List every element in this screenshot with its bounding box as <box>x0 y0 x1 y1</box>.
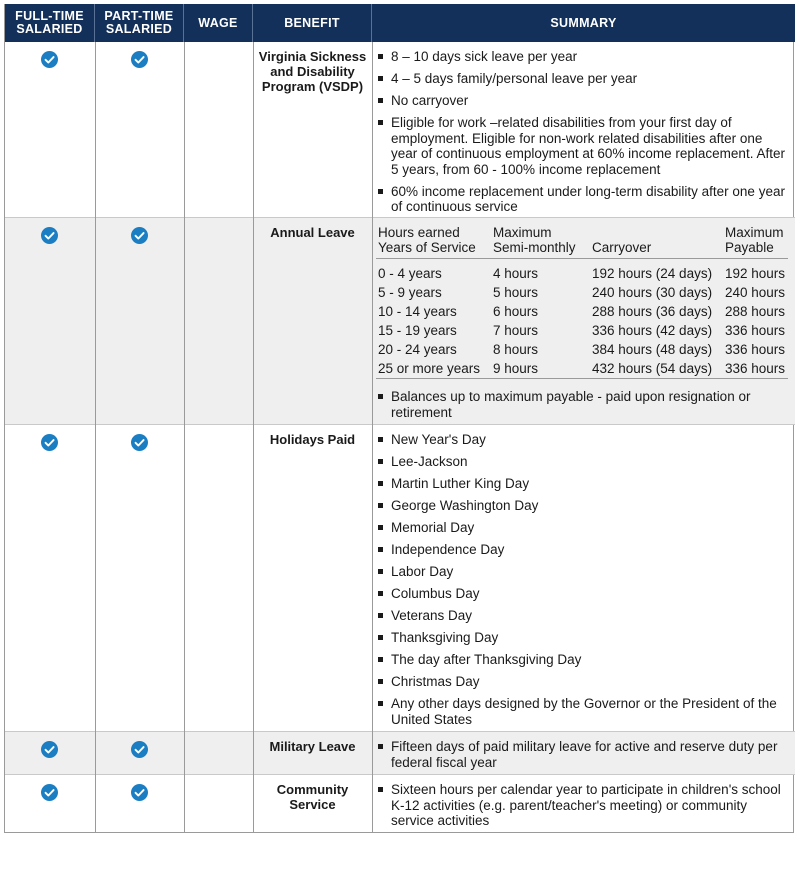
benefit-name: Virginia Sickness and Disability Program (VSDP) <box>258 49 367 94</box>
header-part-time <box>95 4 184 42</box>
leave-cell: 288 hours (36 days) <box>592 304 713 319</box>
header-summary <box>372 4 795 42</box>
summary-bullet: Lee-Jackson <box>376 454 790 470</box>
summary-bullet: Martin Luther King Day <box>376 476 790 492</box>
summary-bullet: Balances up to maximum payable - paid upon resignation or retirement <box>376 389 790 420</box>
leave-table-header <box>725 225 784 255</box>
check-circle-icon <box>41 51 58 68</box>
summary-bullet: 8 – 10 days sick leave per year <box>376 49 790 65</box>
summary-bullet: Any other days designed by the Governor or the President of the United States <box>376 696 790 727</box>
check-circle-icon <box>41 434 58 451</box>
check-circle-icon <box>131 227 148 244</box>
leave-table-rule <box>376 258 788 259</box>
summary-bullet: Sixteen hours per calendar year to participate in children's school K-12 activities (e.g. parent/teacher's meeting) or community service activities <box>376 782 790 829</box>
leave-table-header <box>378 225 476 255</box>
header-benefit <box>253 4 372 42</box>
leave-col-years <box>378 264 480 378</box>
leave-cell: 0 - 4 years <box>378 266 442 281</box>
header-part-time-label: PART-TIME SALARIED <box>104 9 174 36</box>
header-full-time <box>5 4 95 42</box>
summary-bullet: 4 – 5 days family/personal leave per year <box>376 71 790 87</box>
summary-bullet: The day after Thanksgiving Day <box>376 652 790 668</box>
leave-cell: 336 hours <box>725 323 786 338</box>
leave-cell: 240 hours (30 days) <box>592 285 713 300</box>
benefit-name: Community Service <box>276 782 349 812</box>
leave-table-header <box>493 225 576 255</box>
leave-cell: 192 hours (24 days) <box>592 266 713 281</box>
leave-col-carryover <box>592 264 712 378</box>
leave-col-semimonthly <box>493 264 538 378</box>
check-circle-icon <box>131 784 148 801</box>
summary-bullet: Eligible for work –related disabilities from your first day of employment. Eligible for non-work related disabilities after one year of continuous employment at 60% income replacement. After 5 years, from 60 - 100% income replacement <box>376 115 790 177</box>
column-divider <box>184 42 185 833</box>
leave-cell: 432 hours (54 days) <box>592 361 713 376</box>
leave-cell: 192 hours <box>725 266 786 281</box>
column-divider <box>372 42 373 833</box>
leave-cell: 336 hours <box>725 361 786 376</box>
check-circle-icon <box>41 784 58 801</box>
benefit-summary <box>376 739 790 777</box>
leave-header-line: Years of Service <box>378 240 476 255</box>
header-wage <box>184 4 253 42</box>
check-circle-icon <box>41 227 58 244</box>
header-benefit-label: BENEFIT <box>284 15 340 30</box>
benefit-name: Military Leave <box>269 739 356 754</box>
leave-cell: 7 hours <box>493 323 539 338</box>
leave-cell: 240 hours <box>725 285 786 300</box>
leave-header-line: Maximum <box>725 225 784 240</box>
summary-bullet: Labor Day <box>376 564 790 580</box>
leave-cell: 9 hours <box>493 361 539 376</box>
header-full-time-label: FULL-TIME SALARIED <box>15 9 84 36</box>
summary-bullet: No carryover <box>376 93 790 109</box>
leave-header-line: Semi-monthly <box>493 240 576 255</box>
summary-bullet: Independence Day <box>376 542 790 558</box>
benefit-summary <box>376 389 790 427</box>
leave-header-line: Carryover <box>592 240 652 255</box>
summary-bullet: Thanksgiving Day <box>376 630 790 646</box>
leave-cell: 336 hours <box>725 342 786 357</box>
leave-cell: 288 hours <box>725 304 786 319</box>
table-header <box>5 4 795 42</box>
summary-bullet: George Washington Day <box>376 498 790 514</box>
leave-cell: 336 hours (42 days) <box>592 323 713 338</box>
leave-cell: 5 hours <box>493 285 539 300</box>
leave-header-line <box>592 225 651 240</box>
leave-header-line: Maximum <box>493 225 552 240</box>
leave-cell: 25 or more years <box>378 361 481 376</box>
leave-header-line: Hours earned <box>378 225 460 240</box>
summary-bullet: Columbus Day <box>376 586 790 602</box>
benefit-name: Holidays Paid <box>269 432 356 447</box>
summary-bullet: Veterans Day <box>376 608 790 624</box>
check-circle-icon <box>131 741 148 758</box>
leave-cell: 8 hours <box>493 342 539 357</box>
leave-cell: 15 - 19 years <box>378 323 457 338</box>
summary-bullet: Christmas Day <box>376 674 790 690</box>
leave-cell: 10 - 14 years <box>378 304 457 319</box>
leave-table-header <box>592 225 651 255</box>
leave-cell: 20 - 24 years <box>378 342 457 357</box>
column-divider <box>95 42 96 833</box>
check-circle-icon <box>131 434 148 451</box>
benefits-table <box>4 4 794 833</box>
summary-bullet: 60% income replacement under long-term disability after one year of continuous service <box>376 184 790 215</box>
leave-cell: 6 hours <box>493 304 539 319</box>
leave-header-line: Payable <box>725 240 774 255</box>
summary-bullet: New Year's Day <box>376 432 790 448</box>
leave-cell: 5 - 9 years <box>378 285 442 300</box>
benefit-summary <box>376 49 790 221</box>
benefit-name: Annual Leave <box>270 225 355 240</box>
benefit-summary <box>376 782 790 835</box>
check-circle-icon <box>41 741 58 758</box>
leave-table-rule <box>376 378 788 379</box>
leave-cell: 384 hours (48 days) <box>592 342 713 357</box>
header-wage-label: WAGE <box>198 15 238 30</box>
header-summary-label: SUMMARY <box>550 15 617 30</box>
summary-bullet: Fifteen days of paid military leave for active and reserve duty per federal fiscal year <box>376 739 790 770</box>
leave-cell: 4 hours <box>493 266 539 281</box>
summary-bullet: Memorial Day <box>376 520 790 536</box>
leave-col-payable <box>725 264 785 378</box>
benefit-summary <box>376 432 790 734</box>
check-circle-icon <box>131 51 148 68</box>
